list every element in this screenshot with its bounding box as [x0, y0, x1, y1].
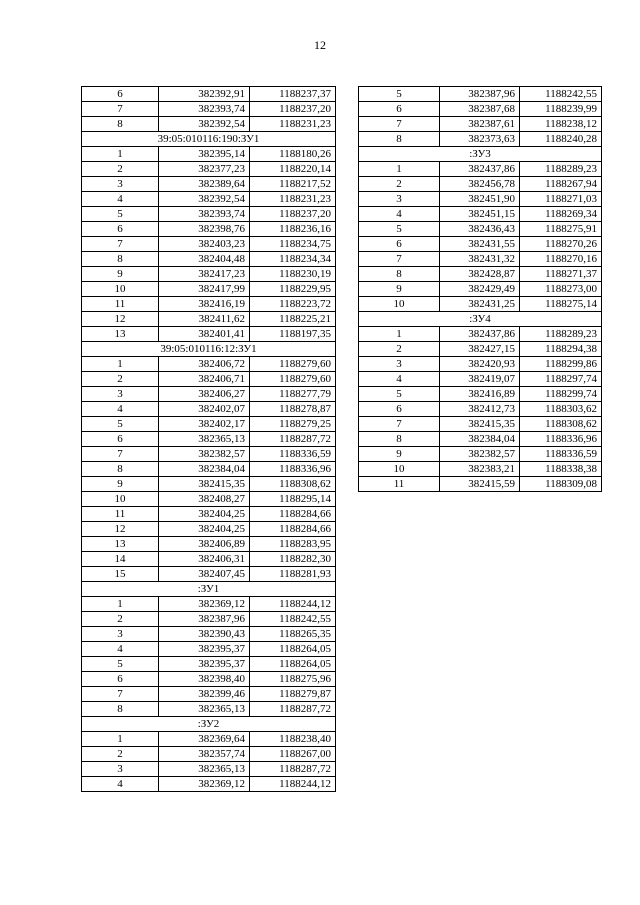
y-coordinate-cell: 1188284,66	[250, 507, 336, 522]
x-coordinate-cell: 382406,27	[159, 387, 250, 402]
table-row	[82, 522, 336, 537]
table-row	[359, 177, 602, 192]
point-number-cell: 8	[82, 702, 159, 717]
x-coordinate-cell: 382408,27	[159, 492, 250, 507]
point-number-cell: 5	[82, 657, 159, 672]
table-row	[82, 672, 336, 687]
table-row	[82, 372, 336, 387]
point-number-cell: 4	[82, 192, 159, 207]
table-row	[359, 372, 602, 387]
x-coordinate-cell: 382419,07	[440, 372, 520, 387]
table-row	[359, 297, 602, 312]
table-row	[82, 87, 336, 102]
table-row	[359, 432, 602, 447]
y-coordinate-cell: 1188338,38	[520, 462, 602, 477]
y-coordinate-cell: 1188237,20	[250, 102, 336, 117]
point-number-cell: 9	[82, 477, 159, 492]
table-row	[82, 492, 336, 507]
x-coordinate-cell: 382428,87	[440, 267, 520, 282]
x-coordinate-cell: 382431,55	[440, 237, 520, 252]
y-coordinate-cell: 1188237,20	[250, 207, 336, 222]
point-number-cell: 12	[82, 312, 159, 327]
y-coordinate-cell: 1188238,40	[250, 732, 336, 747]
y-coordinate-cell: 1188264,05	[250, 657, 336, 672]
x-coordinate-cell: 382382,57	[159, 447, 250, 462]
table-row	[82, 147, 336, 162]
table-row	[359, 117, 602, 132]
point-number-cell: 9	[359, 282, 440, 297]
point-number-cell: 5	[82, 207, 159, 222]
point-number-cell: 3	[82, 177, 159, 192]
y-coordinate-cell: 1188244,12	[250, 777, 336, 792]
section-header-row	[359, 312, 602, 327]
point-number-cell: 6	[82, 222, 159, 237]
table-row	[82, 117, 336, 132]
section-header-row	[82, 717, 336, 732]
section-header-row	[82, 582, 336, 597]
y-coordinate-cell: 1188297,74	[520, 372, 602, 387]
point-number-cell: 7	[359, 252, 440, 267]
point-number-cell: 6	[359, 402, 440, 417]
x-coordinate-cell: 382365,13	[159, 432, 250, 447]
table-row	[359, 267, 602, 282]
point-number-cell: 4	[359, 372, 440, 387]
table-row	[82, 237, 336, 252]
y-coordinate-cell: 1188308,62	[520, 417, 602, 432]
y-coordinate-cell: 1188308,62	[250, 477, 336, 492]
y-coordinate-cell: 1188282,30	[250, 552, 336, 567]
table-row	[82, 432, 336, 447]
x-coordinate-cell: 382402,17	[159, 417, 250, 432]
y-coordinate-cell: 1188267,00	[250, 747, 336, 762]
y-coordinate-cell: 1188180,26	[250, 147, 336, 162]
table-row	[82, 312, 336, 327]
x-coordinate-cell: 382407,45	[159, 567, 250, 582]
table-row	[82, 597, 336, 612]
point-number-cell: 7	[359, 117, 440, 132]
table-row	[359, 357, 602, 372]
table-row	[82, 462, 336, 477]
table-row	[82, 612, 336, 627]
y-coordinate-cell: 1188273,00	[520, 282, 602, 297]
point-number-cell: 2	[359, 342, 440, 357]
point-number-cell: 6	[359, 237, 440, 252]
table-row	[82, 537, 336, 552]
x-coordinate-cell: 382399,46	[159, 687, 250, 702]
point-number-cell: 4	[82, 402, 159, 417]
y-coordinate-cell: 1188229,95	[250, 282, 336, 297]
y-coordinate-cell: 1188275,96	[250, 672, 336, 687]
table-row	[359, 387, 602, 402]
point-number-cell: 10	[82, 282, 159, 297]
table-row	[82, 207, 336, 222]
y-coordinate-cell: 1188244,12	[250, 597, 336, 612]
point-number-cell: 8	[82, 252, 159, 267]
y-coordinate-cell: 1188225,21	[250, 312, 336, 327]
y-coordinate-cell: 1188237,37	[250, 87, 336, 102]
point-number-cell: 11	[82, 507, 159, 522]
x-coordinate-cell: 382392,54	[159, 192, 250, 207]
point-number-cell: 5	[359, 87, 440, 102]
y-coordinate-cell: 1188270,26	[520, 237, 602, 252]
y-coordinate-cell: 1188299,74	[520, 387, 602, 402]
table-row	[82, 327, 336, 342]
y-coordinate-cell: 1188287,72	[250, 702, 336, 717]
x-coordinate-cell: 382369,12	[159, 777, 250, 792]
table-row	[359, 252, 602, 267]
section-title: 39:05:010116:190:ЗУ1	[82, 132, 336, 147]
table-row	[82, 222, 336, 237]
table-row	[82, 642, 336, 657]
x-coordinate-cell: 382406,72	[159, 357, 250, 372]
y-coordinate-cell: 1188234,75	[250, 237, 336, 252]
table-row	[359, 222, 602, 237]
x-coordinate-cell: 382382,57	[440, 447, 520, 462]
x-coordinate-cell: 382456,78	[440, 177, 520, 192]
table-row	[82, 732, 336, 747]
y-coordinate-cell: 1188295,14	[250, 492, 336, 507]
x-coordinate-cell: 382404,48	[159, 252, 250, 267]
table-row	[82, 177, 336, 192]
y-coordinate-cell: 1188277,79	[250, 387, 336, 402]
x-coordinate-cell: 382416,19	[159, 297, 250, 312]
y-coordinate-cell: 1188271,03	[520, 192, 602, 207]
point-number-cell: 7	[359, 417, 440, 432]
y-coordinate-cell: 1188279,60	[250, 372, 336, 387]
x-coordinate-cell: 382404,25	[159, 522, 250, 537]
table-row	[82, 507, 336, 522]
x-coordinate-cell: 382417,99	[159, 282, 250, 297]
y-coordinate-cell: 1188336,96	[250, 462, 336, 477]
y-coordinate-cell: 1188264,05	[250, 642, 336, 657]
point-number-cell: 3	[82, 387, 159, 402]
table-row	[82, 297, 336, 312]
point-number-cell: 13	[82, 327, 159, 342]
x-coordinate-cell: 382389,64	[159, 177, 250, 192]
y-coordinate-cell: 1188281,93	[250, 567, 336, 582]
table-row	[82, 447, 336, 462]
table-row	[82, 552, 336, 567]
x-coordinate-cell: 382387,96	[159, 612, 250, 627]
table-row	[359, 417, 602, 432]
x-coordinate-cell: 382369,12	[159, 597, 250, 612]
x-coordinate-cell: 382384,04	[440, 432, 520, 447]
x-coordinate-cell: 382451,90	[440, 192, 520, 207]
point-number-cell: 14	[82, 552, 159, 567]
point-number-cell: 2	[359, 177, 440, 192]
x-coordinate-cell: 382365,13	[159, 702, 250, 717]
point-number-cell: 8	[359, 432, 440, 447]
point-number-cell: 7	[82, 447, 159, 462]
table-row	[359, 327, 602, 342]
point-number-cell: 6	[359, 102, 440, 117]
y-coordinate-cell: 1188220,14	[250, 162, 336, 177]
y-coordinate-cell: 1188197,35	[250, 327, 336, 342]
y-coordinate-cell: 1188230,19	[250, 267, 336, 282]
y-coordinate-cell: 1188299,86	[520, 357, 602, 372]
x-coordinate-cell: 382451,15	[440, 207, 520, 222]
point-number-cell: 10	[359, 297, 440, 312]
y-coordinate-cell: 1188223,72	[250, 297, 336, 312]
table-row	[359, 237, 602, 252]
table-row	[82, 627, 336, 642]
point-number-cell: 4	[82, 777, 159, 792]
x-coordinate-cell: 382401,41	[159, 327, 250, 342]
x-coordinate-cell: 382402,07	[159, 402, 250, 417]
y-coordinate-cell: 1188269,34	[520, 207, 602, 222]
table-row	[82, 102, 336, 117]
point-number-cell: 2	[82, 747, 159, 762]
table-row	[359, 462, 602, 477]
x-coordinate-cell: 382383,21	[440, 462, 520, 477]
point-number-cell: 1	[82, 147, 159, 162]
table-row	[82, 282, 336, 297]
x-coordinate-cell: 382387,96	[440, 87, 520, 102]
x-coordinate-cell: 382437,86	[440, 327, 520, 342]
table-row	[359, 102, 602, 117]
point-number-cell: 9	[82, 267, 159, 282]
y-coordinate-cell: 1188336,96	[520, 432, 602, 447]
y-coordinate-cell: 1188242,55	[520, 87, 602, 102]
table-row	[82, 267, 336, 282]
point-number-cell: 8	[82, 462, 159, 477]
y-coordinate-cell: 1188294,38	[520, 342, 602, 357]
point-number-cell: 6	[82, 672, 159, 687]
table-row	[82, 657, 336, 672]
point-number-cell: 4	[82, 642, 159, 657]
y-coordinate-cell: 1188309,08	[520, 477, 602, 492]
table-row	[359, 342, 602, 357]
y-coordinate-cell: 1188239,99	[520, 102, 602, 117]
x-coordinate-cell: 382395,37	[159, 657, 250, 672]
table-row	[82, 402, 336, 417]
table-row	[359, 402, 602, 417]
section-title: 39:05:010116:12:ЗУ1	[82, 342, 336, 357]
point-number-cell: 10	[359, 462, 440, 477]
x-coordinate-cell: 382416,89	[440, 387, 520, 402]
table-row	[82, 477, 336, 492]
y-coordinate-cell: 1188336,59	[250, 447, 336, 462]
y-coordinate-cell: 1188231,23	[250, 117, 336, 132]
point-number-cell: 7	[82, 237, 159, 252]
y-coordinate-cell: 1188284,66	[250, 522, 336, 537]
table-row	[82, 387, 336, 402]
y-coordinate-cell: 1188279,87	[250, 687, 336, 702]
table-row	[359, 87, 602, 102]
x-coordinate-cell: 382417,23	[159, 267, 250, 282]
y-coordinate-cell: 1188289,23	[520, 327, 602, 342]
y-coordinate-cell: 1188283,95	[250, 537, 336, 552]
point-number-cell: 3	[359, 192, 440, 207]
x-coordinate-cell: 382415,35	[440, 417, 520, 432]
point-number-cell: 15	[82, 567, 159, 582]
y-coordinate-cell: 1188217,52	[250, 177, 336, 192]
y-coordinate-cell: 1188231,23	[250, 192, 336, 207]
table-row	[82, 192, 336, 207]
x-coordinate-cell: 382420,93	[440, 357, 520, 372]
coordinates-table-left	[81, 86, 336, 792]
x-coordinate-cell: 382365,13	[159, 762, 250, 777]
y-coordinate-cell: 1188289,23	[520, 162, 602, 177]
x-coordinate-cell: 382429,49	[440, 282, 520, 297]
x-coordinate-cell: 382390,43	[159, 627, 250, 642]
point-number-cell: 11	[359, 477, 440, 492]
y-coordinate-cell: 1188242,55	[250, 612, 336, 627]
x-coordinate-cell: 382387,61	[440, 117, 520, 132]
point-number-cell: 1	[359, 327, 440, 342]
x-coordinate-cell: 382406,71	[159, 372, 250, 387]
section-header-row	[82, 342, 336, 357]
x-coordinate-cell: 382398,40	[159, 672, 250, 687]
x-coordinate-cell: 382415,59	[440, 477, 520, 492]
table-row	[82, 777, 336, 792]
table-row	[359, 477, 602, 492]
y-coordinate-cell: 1188336,59	[520, 447, 602, 462]
point-number-cell: 5	[82, 417, 159, 432]
section-header-row	[359, 147, 602, 162]
x-coordinate-cell: 382395,14	[159, 147, 250, 162]
y-coordinate-cell: 1188275,14	[520, 297, 602, 312]
point-number-cell: 9	[359, 447, 440, 462]
table-row	[82, 687, 336, 702]
point-number-cell: 13	[82, 537, 159, 552]
point-number-cell: 5	[359, 387, 440, 402]
x-coordinate-cell: 382437,86	[440, 162, 520, 177]
y-coordinate-cell: 1188275,91	[520, 222, 602, 237]
point-number-cell: 3	[359, 357, 440, 372]
table-row	[359, 132, 602, 147]
point-number-cell: 3	[82, 627, 159, 642]
point-number-cell: 2	[82, 372, 159, 387]
x-coordinate-cell: 382357,74	[159, 747, 250, 762]
x-coordinate-cell: 382373,63	[440, 132, 520, 147]
y-coordinate-cell: 1188279,60	[250, 357, 336, 372]
table-row	[82, 357, 336, 372]
point-number-cell: 1	[82, 357, 159, 372]
y-coordinate-cell: 1188267,94	[520, 177, 602, 192]
y-coordinate-cell: 1188278,87	[250, 402, 336, 417]
point-number-cell: 1	[359, 162, 440, 177]
table-row	[82, 567, 336, 582]
point-number-cell: 10	[82, 492, 159, 507]
section-title: :ЗУ3	[359, 147, 602, 162]
point-number-cell: 7	[82, 687, 159, 702]
x-coordinate-cell: 382403,23	[159, 237, 250, 252]
table-row	[359, 207, 602, 222]
point-number-cell: 3	[82, 762, 159, 777]
point-number-cell: 2	[82, 612, 159, 627]
y-coordinate-cell: 1188236,16	[250, 222, 336, 237]
point-number-cell: 2	[82, 162, 159, 177]
x-coordinate-cell: 382431,32	[440, 252, 520, 267]
point-number-cell: 11	[82, 297, 159, 312]
point-number-cell: 4	[359, 207, 440, 222]
table-row	[359, 282, 602, 297]
point-number-cell: 5	[359, 222, 440, 237]
x-coordinate-cell: 382411,62	[159, 312, 250, 327]
x-coordinate-cell: 382377,23	[159, 162, 250, 177]
page-number: 12	[314, 38, 326, 52]
y-coordinate-cell: 1188303,62	[520, 402, 602, 417]
y-coordinate-cell: 1188287,72	[250, 762, 336, 777]
point-number-cell: 12	[82, 522, 159, 537]
x-coordinate-cell: 382412,73	[440, 402, 520, 417]
x-coordinate-cell: 382406,31	[159, 552, 250, 567]
y-coordinate-cell: 1188287,72	[250, 432, 336, 447]
table-row	[359, 192, 602, 207]
y-coordinate-cell: 1188270,16	[520, 252, 602, 267]
section-header-row	[82, 132, 336, 147]
point-number-cell: 6	[82, 432, 159, 447]
x-coordinate-cell: 382398,76	[159, 222, 250, 237]
y-coordinate-cell: 1188265,35	[250, 627, 336, 642]
x-coordinate-cell: 382406,89	[159, 537, 250, 552]
x-coordinate-cell: 382387,68	[440, 102, 520, 117]
y-coordinate-cell: 1188234,34	[250, 252, 336, 267]
point-number-cell: 1	[82, 597, 159, 612]
table-row	[82, 762, 336, 777]
x-coordinate-cell: 382384,04	[159, 462, 250, 477]
coordinates-table-left-body	[82, 87, 336, 792]
x-coordinate-cell: 382404,25	[159, 507, 250, 522]
x-coordinate-cell: 382427,15	[440, 342, 520, 357]
x-coordinate-cell: 382392,54	[159, 117, 250, 132]
x-coordinate-cell: 382393,74	[159, 207, 250, 222]
y-coordinate-cell: 1188238,12	[520, 117, 602, 132]
table-row	[82, 162, 336, 177]
section-title: :ЗУ4	[359, 312, 602, 327]
x-coordinate-cell: 382431,25	[440, 297, 520, 312]
coordinates-table-right-body	[359, 87, 602, 492]
x-coordinate-cell: 382392,91	[159, 87, 250, 102]
point-number-cell: 8	[359, 132, 440, 147]
table-row	[82, 252, 336, 267]
table-row	[82, 702, 336, 717]
x-coordinate-cell: 382395,37	[159, 642, 250, 657]
point-number-cell: 1	[82, 732, 159, 747]
point-number-cell: 8	[82, 117, 159, 132]
table-row	[359, 447, 602, 462]
table-row	[82, 417, 336, 432]
section-title: :ЗУ2	[82, 717, 336, 732]
point-number-cell: 8	[359, 267, 440, 282]
point-number-cell: 6	[82, 87, 159, 102]
x-coordinate-cell: 382436,43	[440, 222, 520, 237]
point-number-cell: 7	[82, 102, 159, 117]
y-coordinate-cell: 1188271,37	[520, 267, 602, 282]
y-coordinate-cell: 1188279,25	[250, 417, 336, 432]
x-coordinate-cell: 382415,35	[159, 477, 250, 492]
table-row	[82, 747, 336, 762]
x-coordinate-cell: 382369,64	[159, 732, 250, 747]
table-row	[359, 162, 602, 177]
y-coordinate-cell: 1188240,28	[520, 132, 602, 147]
coordinates-table-right	[358, 86, 602, 492]
x-coordinate-cell: 382393,74	[159, 102, 250, 117]
section-title: :ЗУ1	[82, 582, 336, 597]
